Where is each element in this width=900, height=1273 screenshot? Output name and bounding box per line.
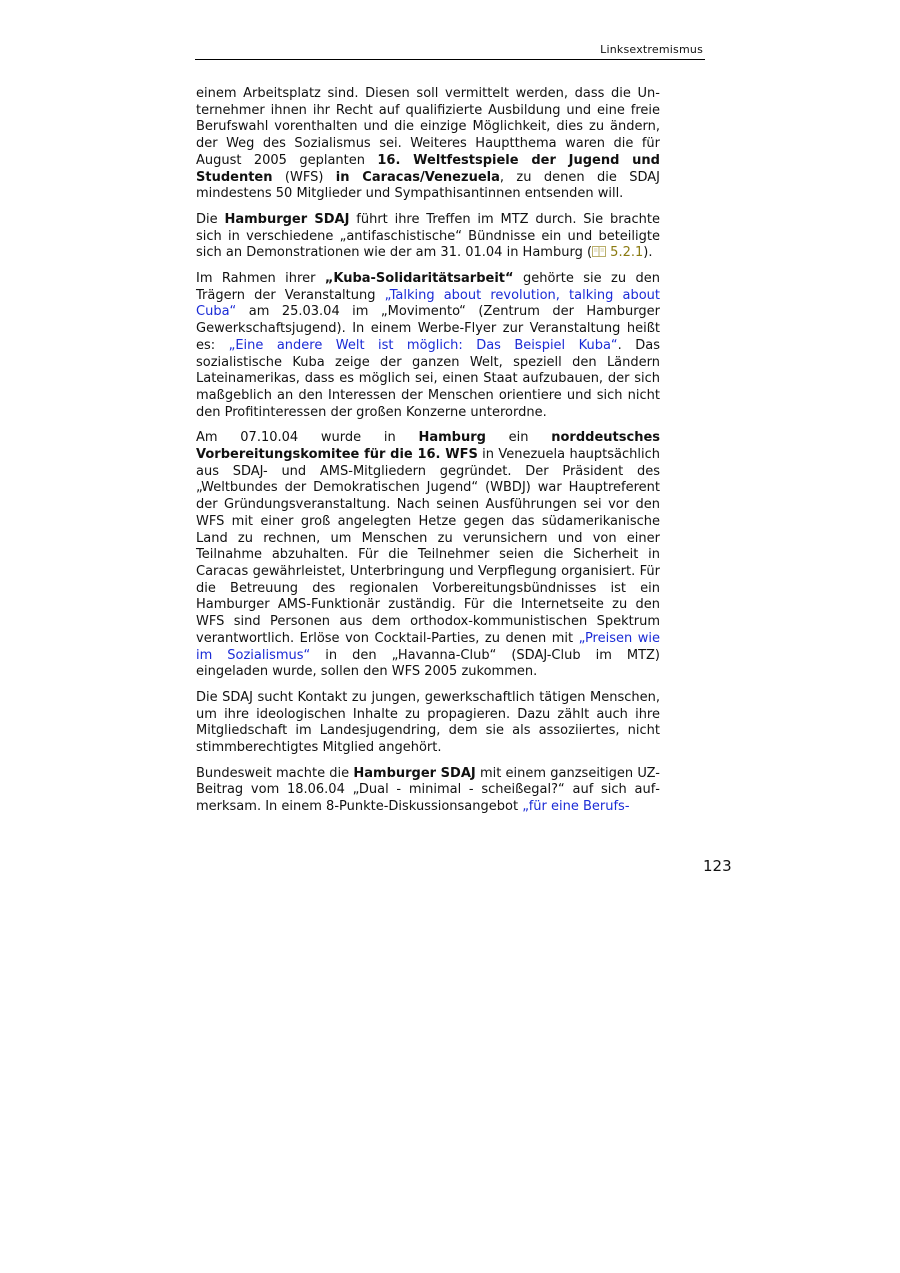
- bold-run: 16. Weltfestspiele der Jugend und Studenten: [196, 152, 660, 185]
- page-number: 123: [703, 857, 732, 875]
- paragraph-vorbereitungskomitee: [196, 430, 660, 681]
- reference-label: 5.2.1: [610, 245, 644, 261]
- text-run: ).: [643, 245, 653, 261]
- text-run: Die: [196, 211, 225, 227]
- paragraph-bundesweit: [196, 766, 660, 816]
- text-run: einem Arbeitsplatz sind. Diesen soll vermittelt werden, dass die Unternehmer ihnen ihr Recht auf qualifizierte Ausbildung und eine freie Berufswahl vorenthalten und die einzige Möglichkeit, dies zu ändern, der Weg des Sozialismus sei. Weiteres Hauptthema waren die für August 2005 geplanten: [196, 86, 660, 168]
- header-title: Linksextremismus: [600, 43, 703, 56]
- paragraph-hamburger-sdaj: [196, 212, 660, 262]
- text-run: gehörte sie zu den Trägern der Veranstaltung: [196, 271, 660, 303]
- bold-run: „Kuba-Solidaritätsarbeit“: [324, 271, 514, 287]
- bold-run: Hamburger SDAJ: [353, 765, 476, 781]
- text-run: Bundesweit machte die: [196, 765, 354, 781]
- text-run: , zu denen die SDAJ mindestens 50 Mitglieder und Sympathisantinnen entsenden will.: [196, 169, 661, 202]
- body-text: [196, 86, 660, 825]
- paragraph-kuba: [196, 271, 660, 421]
- text-run: (WFS): [272, 169, 336, 185]
- paragraph-gewerkschaft: [196, 690, 660, 757]
- text-run: führt ihre Treffen im MTZ durch. Sie brachte sich in verschiedene „antifaschistische“ Bündnisse ein und beteiligte sich an Demonstrationen wie der am 31. 01.04 in Hamburg (: [196, 211, 661, 261]
- text-run: Die SDAJ sucht Kontakt zu jungen, gewerkschaftlich tätigen Menschen, um ihre ideologischen Inhalte zu propagieren. Dazu zählt auch ihre Mitgliedschaft im Landesjugendring, dem sie als assoziiertes, nicht stimmberechtigtes Mitglied angehört.: [196, 689, 660, 756]
- bold-run: norddeutsches Vorbereitungskomitee für die 16. WFS: [196, 430, 660, 463]
- quote-link-eine-andere-welt[interactable]: „Eine andere Welt ist möglich: Das Beispiel Kuba“: [228, 337, 618, 353]
- quote-link-fuer-eine-berufs[interactable]: „für eine Berufs-: [522, 799, 630, 815]
- text-run: ein: [485, 430, 552, 446]
- text-run: in Venezuela hauptsächlich aus SDAJ- und AMS-Mitgliedern gegründet. Der Präsident des „Weltbundes der Demokratischen Jugend“ (WBDJ) war Hauptreferent der Gründungsveranstaltung. Nach seinen Ausführungen sei vor den WFS mit einer groß angelegten Hetze gegen das südamerikanische Land zu rechnen, um Menschen zu verunsichern und von einer Teilnahme abzuhalten. Für die Teilnehmer seien die Sicherheit in Caracas gewährleistet, Unterbringung und Verpflegung organisiert. Für die Betreuung des regionalen Vorbereitungsbündnisses ist ein Hamburger AMS-Funktionär zuständig. Für die Internetseite zu den WFS sind Personen aus dem orthodox-kommunistischen Spektrum verantwortlich. Erlöse von Cocktail-Parties, zu denen mit: [196, 447, 660, 646]
- running-header: [195, 40, 705, 60]
- quote-link-preisen-wie-im-sozialismus[interactable]: „Preisen wie im Sozialismus“: [196, 630, 661, 663]
- text-run: Im Rahmen ihrer: [196, 271, 325, 287]
- bold-run: Hamburg: [418, 430, 486, 446]
- text-run: Am 07.10.04 wurde in: [196, 430, 419, 446]
- paragraph-weltfestspiele: [196, 86, 660, 203]
- book-icon: [592, 246, 606, 257]
- text-run: am 25.03.04 im „Movimento“ (Zentrum der Hamburger Gewerkschaftsjugend). In einem Werbe-Flyer zur Veranstaltung heißt es:: [196, 304, 660, 353]
- text-run: . Das sozialistische Kuba zeige der ganzen Welt, speziell den Ländern Lateinamerikas, dass es möglich sei, einen Staat aufzubauen, der sich maßgeblich an den Interessen der Menschen orientiere und sich nicht den Profitinteressen der großen Konzerne unterordne.: [196, 337, 660, 420]
- bold-run: in Caracas/Venezuela: [335, 169, 500, 185]
- text-run: in den „Havanna-Club“ (SDAJ-Club im MTZ) eingeladen wurde, sollen den WFS 2005 zukommen.: [196, 647, 660, 680]
- text-run: mit einem ganzseitigen UZ-Beitrag vom 18.06.04 „Dual - minimal - scheißegal?“ auf sich aufmerksam. In einem 8-Punkte-Diskussionsangebot: [196, 765, 660, 815]
- cross-reference-link[interactable]: [592, 245, 643, 260]
- bold-run: Hamburger SDAJ: [224, 211, 350, 227]
- quote-link-talking-about-revolution[interactable]: „Talking about revolution, talking about Cuba“: [196, 287, 660, 320]
